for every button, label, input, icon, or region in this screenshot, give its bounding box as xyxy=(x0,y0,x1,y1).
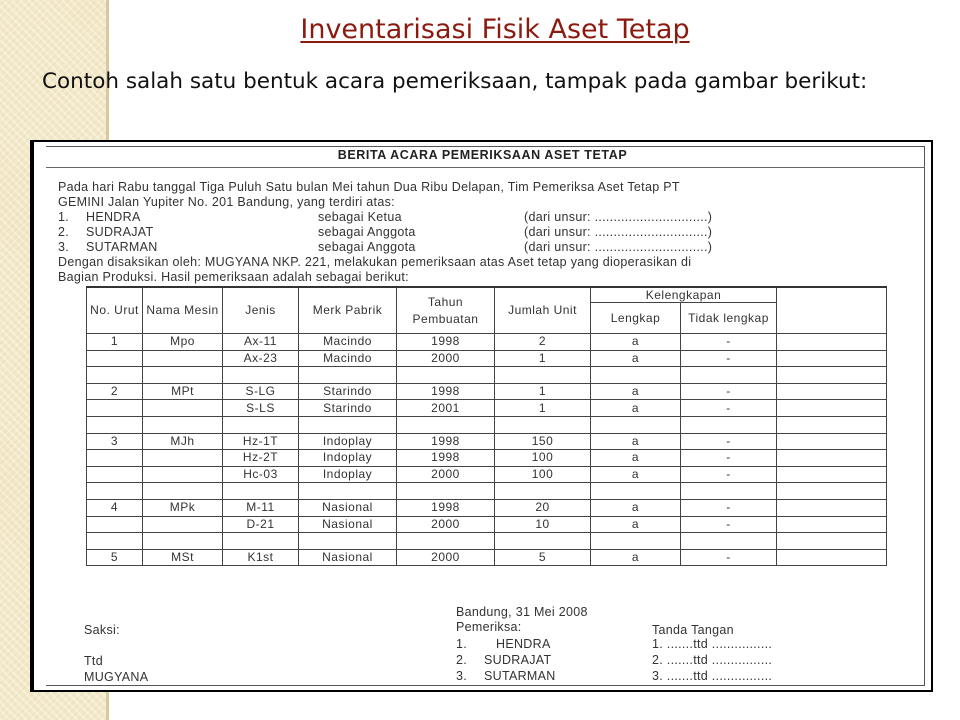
cell-tidak-lengkap: - xyxy=(681,549,777,566)
cell-no xyxy=(87,367,143,384)
cell-tahun: 1998 xyxy=(397,450,495,467)
cell-tahun: 2001 xyxy=(397,400,495,417)
cell-lengkap: a xyxy=(591,450,681,467)
cell-keterangan xyxy=(777,483,887,500)
header-nama-mesin: Nama Mesin xyxy=(143,287,223,334)
table-row xyxy=(87,416,887,433)
cell-nama-mesin xyxy=(143,466,223,483)
cell-lengkap: a xyxy=(591,466,681,483)
inventory-table xyxy=(86,286,887,566)
cell-keterangan xyxy=(777,499,887,516)
cell-no xyxy=(87,416,143,433)
table-row xyxy=(87,499,887,516)
cell-jumlah: 100 xyxy=(495,466,591,483)
witness-name: MUGYANA xyxy=(84,670,149,684)
cell-lengkap xyxy=(591,367,681,384)
table-row xyxy=(87,466,887,483)
header-no-urut: No. Urut xyxy=(87,287,143,334)
cell-merk xyxy=(299,367,397,384)
slide-intro-text: Contoh salah satu bentuk acara pemeriksaan, tampak pada gambar berikut: xyxy=(42,69,868,94)
team-member-name: SUDRAJAT xyxy=(86,225,154,239)
cell-keterangan xyxy=(777,400,887,417)
cell-tidak-lengkap: - xyxy=(681,433,777,450)
cell-keterangan xyxy=(777,350,887,367)
cell-merk: Indoplay xyxy=(299,433,397,450)
examiner-label: Pemeriksa: xyxy=(456,620,522,634)
cell-nama-mesin: Mpo xyxy=(143,334,223,351)
cell-lengkap: a xyxy=(591,549,681,566)
cell-lengkap xyxy=(591,483,681,500)
cell-jenis: K1st xyxy=(223,549,299,566)
cell-jumlah xyxy=(495,416,591,433)
cell-tahun xyxy=(397,533,495,550)
header-keterangan xyxy=(777,287,887,334)
team-member-role: sebagai Anggota xyxy=(318,240,416,254)
cell-lengkap: a xyxy=(591,499,681,516)
cell-jenis xyxy=(223,367,299,384)
cell-jumlah: 1 xyxy=(495,383,591,400)
place-date: Bandung, 31 Mei 2008 xyxy=(456,605,588,619)
cell-tidak-lengkap xyxy=(681,367,777,384)
team-member-unsur: (dari unsur: ..............................) xyxy=(524,225,713,239)
cell-nama-mesin: MPt xyxy=(143,383,223,400)
cell-jumlah: 20 xyxy=(495,499,591,516)
table-row xyxy=(87,483,887,500)
cell-tidak-lengkap: - xyxy=(681,350,777,367)
document-title-rule xyxy=(46,167,925,168)
cell-jumlah: 1 xyxy=(495,350,591,367)
header-merk-pabrik: Merk Pabrik xyxy=(299,287,397,334)
signer-no: 1. xyxy=(456,637,468,651)
cell-lengkap: a xyxy=(591,350,681,367)
cell-jumlah xyxy=(495,533,591,550)
cell-tahun: 1998 xyxy=(397,334,495,351)
cell-lengkap: a xyxy=(591,516,681,533)
table-row xyxy=(87,433,887,450)
cell-tahun xyxy=(397,483,495,500)
paragraph-line: Pada hari Rabu tanggal Tiga Puluh Satu bulan Mei tahun Dua Ribu Delapan, Tim Pemeriksa Aset Tetap PT xyxy=(58,180,680,194)
signer-signature: 1. .......ttd ................ xyxy=(652,637,773,651)
cell-keterangan xyxy=(777,466,887,483)
cell-jumlah: 10 xyxy=(495,516,591,533)
cell-jumlah: 1 xyxy=(495,400,591,417)
cell-nama-mesin: MSt xyxy=(143,549,223,566)
cell-merk: Nasional xyxy=(299,549,397,566)
cell-tahun: 2000 xyxy=(397,466,495,483)
header-jumlah-unit: Jumlah Unit xyxy=(495,287,591,334)
cell-nama-mesin xyxy=(143,450,223,467)
cell-tahun: 2000 xyxy=(397,549,495,566)
header-jenis: Jenis xyxy=(223,287,299,334)
cell-tahun: 2000 xyxy=(397,350,495,367)
document-title: BERITA ACARA PEMERIKSAAN ASET TETAP xyxy=(337,148,628,162)
cell-tidak-lengkap: - xyxy=(681,450,777,467)
signature-label: Tanda Tangan xyxy=(652,623,734,637)
cell-tahun xyxy=(397,367,495,384)
cell-tahun xyxy=(397,416,495,433)
cell-jumlah xyxy=(495,483,591,500)
cell-jumlah: 150 xyxy=(495,433,591,450)
paragraph-line: Dengan disaksikan oleh: MUGYANA NKP. 221, melakukan pemeriksaan atas Aset tetap yang dioperasikan di xyxy=(58,255,692,269)
header-kelengkapan: Kelengkapan xyxy=(591,287,777,303)
cell-tidak-lengkap: - xyxy=(681,383,777,400)
cell-tidak-lengkap xyxy=(681,483,777,500)
witness-ttd: Ttd xyxy=(84,654,103,668)
cell-keterangan xyxy=(777,334,887,351)
cell-tidak-lengkap xyxy=(681,533,777,550)
header-lengkap: Lengkap xyxy=(591,303,681,334)
team-member-no: 1. xyxy=(58,210,70,224)
cell-keterangan xyxy=(777,383,887,400)
cell-tahun: 1998 xyxy=(397,499,495,516)
cell-nama-mesin xyxy=(143,350,223,367)
cell-jenis: Ax-11 xyxy=(223,334,299,351)
cell-no xyxy=(87,350,143,367)
cell-jenis: S-LS xyxy=(223,400,299,417)
cell-tidak-lengkap: - xyxy=(681,466,777,483)
cell-tahun: 1998 xyxy=(397,433,495,450)
cell-keterangan xyxy=(777,533,887,550)
cell-tidak-lengkap: - xyxy=(681,334,777,351)
signer-name: SUTARMAN xyxy=(484,669,556,683)
cell-keterangan xyxy=(777,549,887,566)
cell-lengkap: a xyxy=(591,400,681,417)
cell-lengkap: a xyxy=(591,433,681,450)
cell-no xyxy=(87,483,143,500)
signer-signature: 2. .......ttd ................ xyxy=(652,653,773,667)
cell-merk: Macindo xyxy=(299,350,397,367)
cell-jumlah: 100 xyxy=(495,450,591,467)
cell-merk: Nasional xyxy=(299,499,397,516)
cell-merk: Indoplay xyxy=(299,450,397,467)
witness-label: Saksi: xyxy=(84,623,120,637)
cell-tidak-lengkap: - xyxy=(681,499,777,516)
cell-merk: Starindo xyxy=(299,400,397,417)
cell-jenis: Hz-2T xyxy=(223,450,299,467)
header-tahun-pembuatan: Tahun Pembuatan xyxy=(397,287,495,334)
cell-no: 5 xyxy=(87,549,143,566)
cell-jumlah: 5 xyxy=(495,549,591,566)
cell-merk: Indoplay xyxy=(299,466,397,483)
cell-keterangan xyxy=(777,433,887,450)
cell-no xyxy=(87,450,143,467)
cell-jenis xyxy=(223,483,299,500)
cell-nama-mesin xyxy=(143,416,223,433)
signer-name: HENDRA xyxy=(496,637,551,651)
cell-merk: Nasional xyxy=(299,516,397,533)
cell-tahun: 2000 xyxy=(397,516,495,533)
cell-merk xyxy=(299,416,397,433)
cell-no xyxy=(87,516,143,533)
cell-lengkap xyxy=(591,533,681,550)
cell-lengkap: a xyxy=(591,383,681,400)
cell-tahun: 1998 xyxy=(397,383,495,400)
cell-jenis xyxy=(223,416,299,433)
cell-keterangan xyxy=(777,416,887,433)
table-row xyxy=(87,549,887,566)
cell-no: 2 xyxy=(87,383,143,400)
table-row xyxy=(87,334,887,351)
cell-jumlah xyxy=(495,367,591,384)
cell-no: 3 xyxy=(87,433,143,450)
cell-no xyxy=(87,400,143,417)
signer-no: 2. xyxy=(456,653,468,667)
cell-jenis: M-11 xyxy=(223,499,299,516)
document-inner-border-bottom xyxy=(46,685,925,686)
team-member-no: 2. xyxy=(58,225,70,239)
team-member-unsur: (dari unsur: ..............................) xyxy=(524,210,713,224)
team-member-unsur: (dari unsur: ..............................) xyxy=(524,240,713,254)
team-member-name: SUTARMAN xyxy=(86,240,158,254)
cell-merk xyxy=(299,533,397,550)
paragraph-line: Bagian Produksi. Hasil pemeriksaan adalah sebagai berikut: xyxy=(58,270,409,284)
cell-jumlah: 2 xyxy=(495,334,591,351)
table-row xyxy=(87,400,887,417)
table-row xyxy=(87,450,887,467)
table-row xyxy=(87,516,887,533)
cell-nama-mesin xyxy=(143,483,223,500)
slide-title: Inventarisasi Fisik Aset Tetap xyxy=(300,14,690,45)
table-row xyxy=(87,367,887,384)
cell-lengkap: a xyxy=(591,334,681,351)
team-member-name: HENDRA xyxy=(86,210,141,224)
signer-name: SUDRAJAT xyxy=(484,653,552,667)
cell-jenis: Hc-03 xyxy=(223,466,299,483)
cell-nama-mesin: MPk xyxy=(143,499,223,516)
header-tidak-lengkap: Tidak lengkap xyxy=(681,303,777,334)
team-member-no: 3. xyxy=(58,240,70,254)
table-row xyxy=(87,383,887,400)
cell-tidak-lengkap xyxy=(681,416,777,433)
team-member-role: sebagai Anggota xyxy=(318,225,416,239)
cell-merk: Macindo xyxy=(299,334,397,351)
scanned-document xyxy=(30,140,933,692)
cell-no xyxy=(87,533,143,550)
cell-nama-mesin xyxy=(143,400,223,417)
cell-keterangan xyxy=(777,367,887,384)
cell-nama-mesin: MJh xyxy=(143,433,223,450)
cell-merk xyxy=(299,483,397,500)
cell-jenis: S-LG xyxy=(223,383,299,400)
cell-nama-mesin xyxy=(143,367,223,384)
cell-jenis: D-21 xyxy=(223,516,299,533)
cell-keterangan xyxy=(777,516,887,533)
signer-signature: 3. .......ttd ................ xyxy=(652,669,773,683)
cell-nama-mesin xyxy=(143,516,223,533)
inventory-table-body xyxy=(87,334,887,566)
cell-tidak-lengkap: - xyxy=(681,516,777,533)
cell-jenis: Hz-1T xyxy=(223,433,299,450)
cell-jenis xyxy=(223,533,299,550)
team-member-role: sebagai Ketua xyxy=(318,210,402,224)
cell-keterangan xyxy=(777,450,887,467)
cell-no: 4 xyxy=(87,499,143,516)
cell-no xyxy=(87,466,143,483)
document-inner-border xyxy=(46,146,925,147)
cell-merk: Starindo xyxy=(299,383,397,400)
signer-no: 3. xyxy=(456,669,468,683)
paragraph-line: GEMINI Jalan Yupiter No. 201 Bandung, yang terdiri atas: xyxy=(58,195,395,209)
cell-jenis: Ax-23 xyxy=(223,350,299,367)
table-row xyxy=(87,533,887,550)
cell-tidak-lengkap: - xyxy=(681,400,777,417)
cell-no: 1 xyxy=(87,334,143,351)
table-row xyxy=(87,350,887,367)
cell-nama-mesin xyxy=(143,533,223,550)
document-inner-border-right xyxy=(924,146,925,686)
cell-lengkap xyxy=(591,416,681,433)
